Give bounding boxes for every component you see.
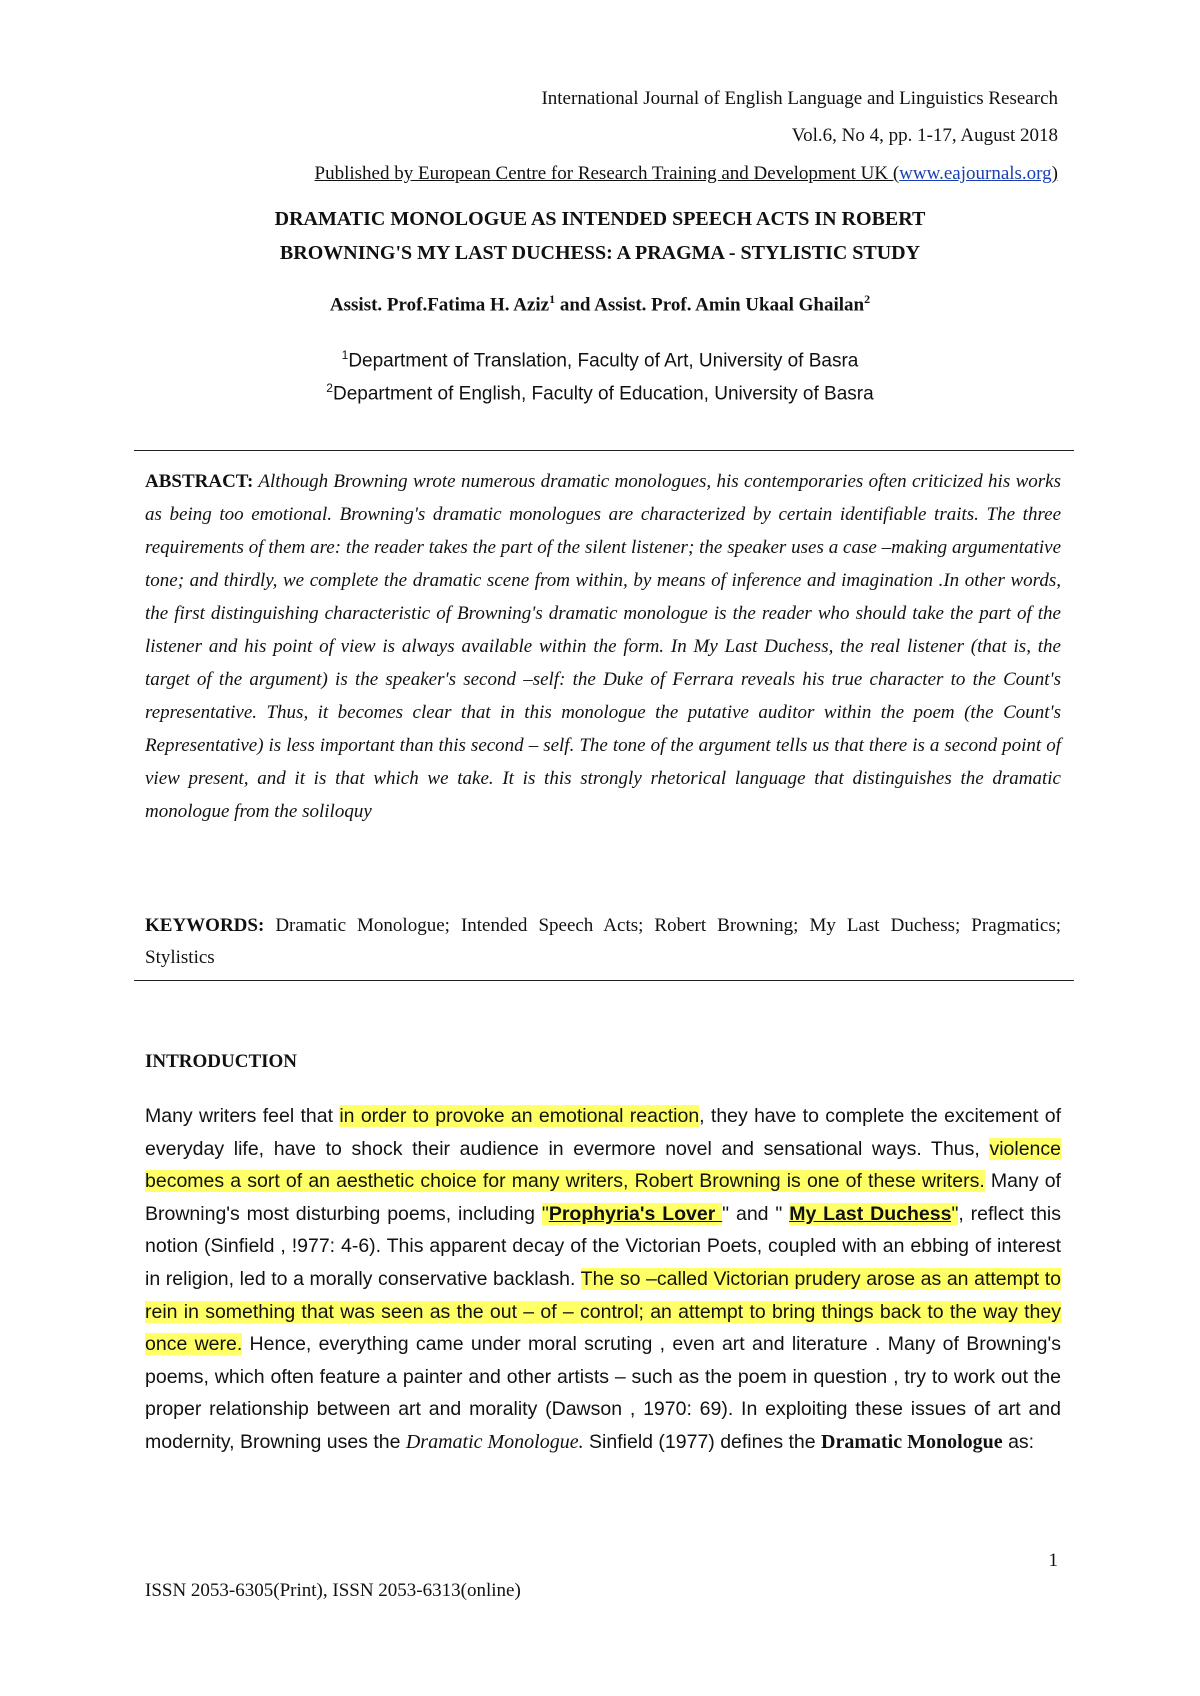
publisher-link[interactable]: www.eajournals.org — [899, 163, 1052, 184]
keywords-text: Dramatic Monologue; Intended Speech Acts; Robert Browning; My Last Duchess; Pragmatics; Stylistics — [145, 915, 1061, 968]
poem-title-prophyria: Prophyria's Lover — [548, 1202, 723, 1225]
author-2-sup: 2 — [864, 292, 871, 306]
intro-text-6: Hence, everything came under moral scruting , even art and literature . Many of Browning's poems, which often feature a painter and other artists – such as the poem in question , try to work out the proper relationship between art and morality (Dawson , 1970: 69). In exploiting these issues of art and modernity, Browning uses the — [145, 1333, 1061, 1453]
paper-title — [145, 202, 1055, 270]
volume-info: Vol.6, No 4, pp. 1-17, August 2018 — [791, 125, 1058, 146]
affiliation-2-sup: 2 — [326, 381, 333, 395]
affiliation-2-text: Department of English, Faculty of Education, University of Basra — [332, 383, 874, 405]
quote-mark-1: " — [541, 1202, 549, 1225]
affiliation-1-sup: 1 — [341, 348, 349, 362]
affiliation-1-text: Department of Translation, Faculty of Art, University of Basra — [348, 350, 859, 372]
affiliation-2 — [145, 381, 1055, 405]
introduction-paragraph — [145, 1100, 1061, 1459]
publisher-line — [315, 163, 1058, 185]
bold-dramatic-monologue: Dramatic Monologue — [821, 1430, 1003, 1453]
author-1: Assist. Prof.Fatima H. Aziz — [329, 294, 550, 316]
section-heading-introduction: INTRODUCTION — [145, 1051, 298, 1072]
intro-text-3: Many of Browning's most disturbing poems, including — [145, 1170, 1061, 1225]
intro-text-2: , they have to complete the excitement of everyday life, have to shock their audience in evermore novel and sensational ways. Thus, — [145, 1105, 1061, 1160]
quote-mark-3: " — [951, 1202, 959, 1225]
highlight-2: violence becomes a sort of an aesthetic choice for many writers, Robert Browning is one of these writers. — [145, 1137, 1061, 1193]
author-2: Assist. Prof. Amin Ukaal Ghailan — [594, 294, 865, 316]
intro-text-1: Many writers feel that — [145, 1105, 340, 1127]
divider-bottom — [134, 980, 1074, 981]
authors — [145, 292, 1055, 316]
publisher-text: Published by European Centre for Research Training and Development UK ( — [314, 163, 900, 184]
journal-name: International Journal of English Language and Linguistics Research — [541, 88, 1058, 109]
abstract-text: Although Browning wrote numerous dramatic monologues, his contemporaries often criticized his works as being too emotional. Browning's dramatic monologues are characterized by certain identifiable traits. The three requirements of them are: the reader takes the part of the silent listener; the speaker uses a case –making argumentative tone; and thirdly, we complete the dramatic scene from within, by means of inference and imagination .In other words, the first distinguishing characteristic of Browning's dramatic monologue is the reader who should take the part of the listener and his point of view is always available within the form. In My Last Duchess, the real listener (that is, the target of the argument) is the speaker's second –self: the Duke of Ferrara reveals his true character to the Count's representative. Thus, it becomes clear that in this monologue the putative auditor within the poem (the Count's Representative) is less important than this second – self. The tone of the argument tells us that there is a second point of view present, and it is that which we take. It is this strongly rhetorical language that distinguishes the dramatic monologue from the soliloquy — [145, 471, 1061, 822]
page-number: 1 — [1048, 1550, 1058, 1571]
highlight-1: in order to provoke an emotional reaction — [339, 1105, 700, 1127]
quote-mark-2: " — [722, 1202, 730, 1225]
author-1-sup: 1 — [549, 292, 556, 306]
issn-footer: ISSN 2053-6305(Print), ISSN 2053-6313(online) — [145, 1580, 521, 1601]
title-line-1: DRAMATIC MONOLOGUE AS INTENDED SPEECH ACTS IN ROBERT — [274, 208, 926, 230]
intro-text-4: and " — [729, 1202, 790, 1225]
poem-title-duchess: My Last Duchess — [789, 1202, 952, 1225]
title-line-2: BROWNING'S MY LAST DUCHESS: A PRAGMA - STYLISTIC STUDY — [279, 242, 921, 264]
publisher-suffix: ) — [1051, 163, 1058, 184]
abstract — [145, 465, 1061, 828]
italic-dramatic-monologue: Dramatic Monologue. — [405, 1430, 584, 1453]
keywords-label: KEYWORDS: — [145, 915, 265, 936]
abstract-label: ABSTRACT: — [145, 471, 254, 492]
affiliation-1 — [145, 348, 1055, 372]
keywords — [145, 910, 1061, 974]
intro-text-5: , reflect this notion (Sinfield , !977: 4-6). This apparent decay of the Victorian Poets, coupled with an ebbing of interest in religion, led to a morally conservative backlash. — [145, 1202, 1061, 1290]
intro-text-8: as: — [1002, 1430, 1035, 1453]
divider-top — [134, 450, 1074, 451]
highlight-3: The so –called Victorian prudery arose as an attempt to rein in something that was seen as the out – of – control; an attempt to bring things back to the way they once were. — [145, 1267, 1061, 1356]
authors-and: and — [555, 294, 595, 316]
intro-text-7: Sinfield (1977) defines the — [583, 1430, 822, 1453]
